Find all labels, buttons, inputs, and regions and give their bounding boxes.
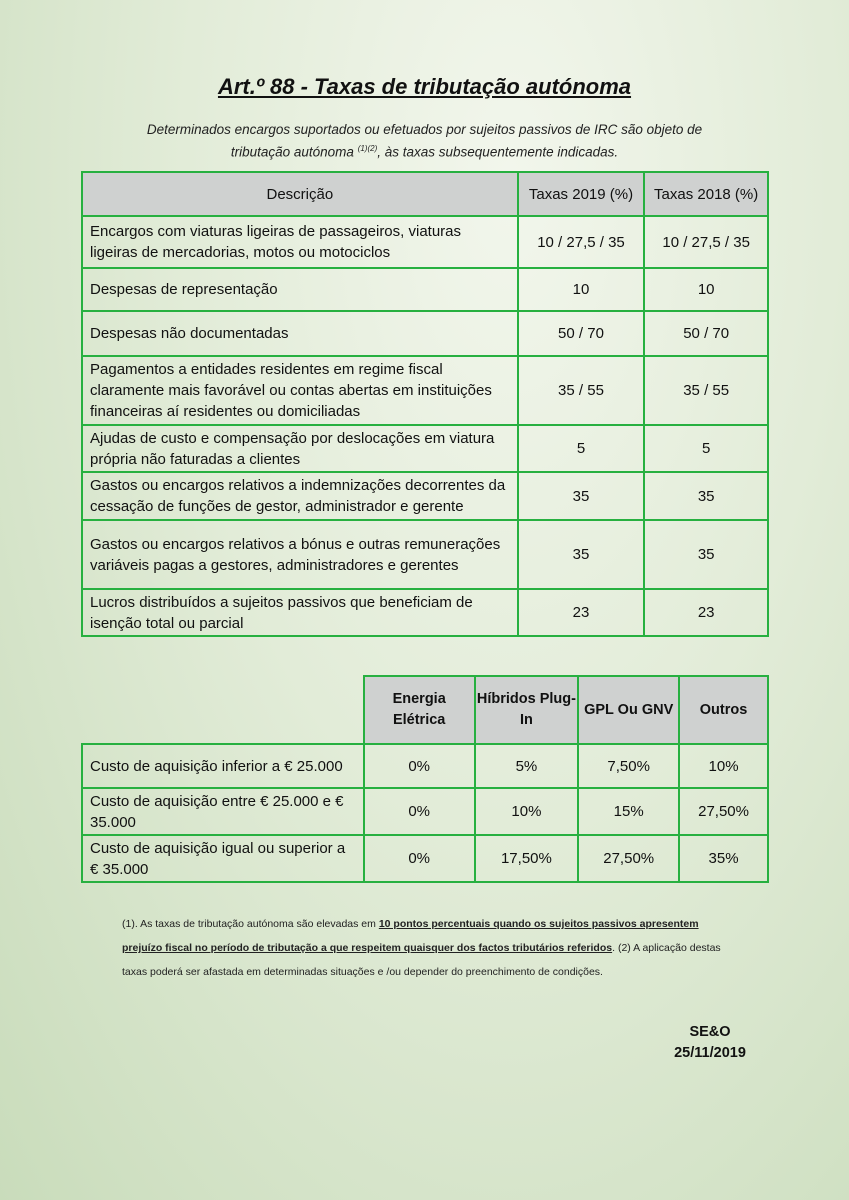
table-row bbox=[82, 216, 768, 268]
table-row bbox=[82, 425, 768, 472]
vehicle-rates-table bbox=[81, 675, 769, 883]
page-title: Art.º 88 - Taxas de tributação autónoma bbox=[217, 74, 632, 99]
table-row bbox=[82, 589, 768, 636]
intro-line2b: , às taxas subsequentemente indicadas. bbox=[377, 144, 619, 160]
header-empty bbox=[82, 676, 364, 744]
rate-2018: 10 bbox=[644, 268, 768, 311]
rate-2019: 35 / 55 bbox=[518, 356, 645, 425]
table-row bbox=[82, 788, 768, 835]
header-descricao: Descrição bbox=[82, 172, 518, 216]
header-hibridos-plug-in: Híbridos Plug-In bbox=[475, 676, 579, 744]
table-row bbox=[82, 356, 768, 425]
rate-outros: 35% bbox=[679, 835, 768, 882]
row-description: Pagamentos a entidades residentes em regime fiscal claramente mais favorável ou contas abertas em instituições financeiras aí residentes ou domiciliadas bbox=[82, 356, 518, 425]
rate-2019: 23 bbox=[518, 589, 645, 636]
rate-2018: 5 bbox=[644, 425, 768, 472]
row-description: Lucros distribuídos a sujeitos passivos que beneficiam de isenção total ou parcial bbox=[82, 589, 518, 636]
rate-outros: 27,50% bbox=[679, 788, 768, 835]
footnote-bold: 10 pontos percentuais quando os sujeitos passivos apresentem prejuízo fiscal no período de tributação a que respeitem quaisquer dos factos tributários referidos bbox=[122, 918, 699, 954]
row-description: Ajudas de custo e compensação por deslocações em viatura própria não faturadas a clientes bbox=[82, 425, 518, 472]
row-description: Custo de aquisição igual ou superior a € 35.000 bbox=[82, 835, 364, 882]
rate-2019: 35 bbox=[518, 520, 645, 589]
table-row bbox=[82, 520, 768, 589]
row-description: Gastos ou encargos relativos a indemnizações decorrentes da cessação de funções de gestor, administrador e gerente bbox=[82, 472, 518, 520]
footnote-ref: (1)(2) bbox=[357, 144, 378, 153]
table-row bbox=[82, 472, 768, 520]
intro-line2a: tributação autónoma bbox=[230, 144, 354, 160]
signature-date: 25/11/2019 bbox=[674, 1045, 746, 1061]
rate-hibridos: 17,50% bbox=[475, 835, 579, 882]
rate-2018: 23 bbox=[644, 589, 768, 636]
table-row bbox=[82, 311, 768, 356]
signature-org: SE&O bbox=[689, 1024, 731, 1040]
rate-energia-eletrica: 0% bbox=[364, 788, 475, 835]
rate-2018: 35 / 55 bbox=[644, 356, 768, 425]
row-description: Custo de aquisição inferior a € 25.000 bbox=[82, 744, 364, 788]
rate-2019: 35 bbox=[518, 472, 645, 520]
footnote-part2: . (2) A aplicação destas taxas poderá ser afastada em determinadas situações e /ou depender do preenchimento de condições. bbox=[122, 942, 721, 978]
footnote bbox=[122, 912, 724, 984]
table-row bbox=[82, 268, 768, 311]
signature bbox=[660, 1022, 760, 1064]
row-description: Custo de aquisição entre € 25.000 e € 35.000 bbox=[82, 788, 364, 835]
rate-2018: 50 / 70 bbox=[644, 311, 768, 356]
tax-rates-table bbox=[81, 171, 769, 637]
row-description: Encargos com viaturas ligeiras de passageiros, viaturas ligeiras de mercadorias, motos ou motociclos bbox=[82, 216, 518, 268]
footnote-part1: (1). As taxas de tributação autónoma são elevadas em bbox=[122, 918, 379, 930]
rate-gpl: 15% bbox=[578, 788, 679, 835]
rate-energia-eletrica: 0% bbox=[364, 835, 475, 882]
table-header-row bbox=[82, 172, 768, 216]
header-outros: Outros bbox=[679, 676, 768, 744]
rate-energia-eletrica: 0% bbox=[364, 744, 475, 788]
rate-2018: 10 / 27,5 / 35 bbox=[644, 216, 768, 268]
rate-outros: 10% bbox=[679, 744, 768, 788]
rate-hibridos: 10% bbox=[475, 788, 579, 835]
intro-line1: Determinados encargos suportados ou efetuados por sujeitos passivos de IRC são objeto de bbox=[146, 122, 703, 137]
header-taxas-2018: Taxas 2018 (%) bbox=[644, 172, 768, 216]
rate-gpl: 7,50% bbox=[578, 744, 679, 788]
header-gpl-ou-gnv: GPL Ou GNV bbox=[578, 676, 679, 744]
rate-gpl: 27,50% bbox=[578, 835, 679, 882]
table-row bbox=[82, 835, 768, 882]
intro-text bbox=[120, 120, 729, 162]
rate-2019: 10 / 27,5 / 35 bbox=[518, 216, 645, 268]
rate-2019: 5 bbox=[518, 425, 645, 472]
rate-2018: 35 bbox=[644, 520, 768, 589]
table-header-row bbox=[82, 676, 768, 744]
rate-2018: 35 bbox=[644, 472, 768, 520]
rate-2019: 50 / 70 bbox=[518, 311, 645, 356]
table-row bbox=[82, 744, 768, 788]
header-energia-eletrica: Energia Elétrica bbox=[364, 676, 475, 744]
row-description: Despesas não documentadas bbox=[82, 311, 518, 356]
header-taxas-2019: Taxas 2019 (%) bbox=[518, 172, 645, 216]
rate-hibridos: 5% bbox=[475, 744, 579, 788]
rate-2019: 10 bbox=[518, 268, 645, 311]
row-description: Despesas de representação bbox=[82, 268, 518, 311]
row-description: Gastos ou encargos relativos a bónus e outras remunerações variáveis pagas a gestores, administradores e gerentes bbox=[82, 520, 518, 589]
